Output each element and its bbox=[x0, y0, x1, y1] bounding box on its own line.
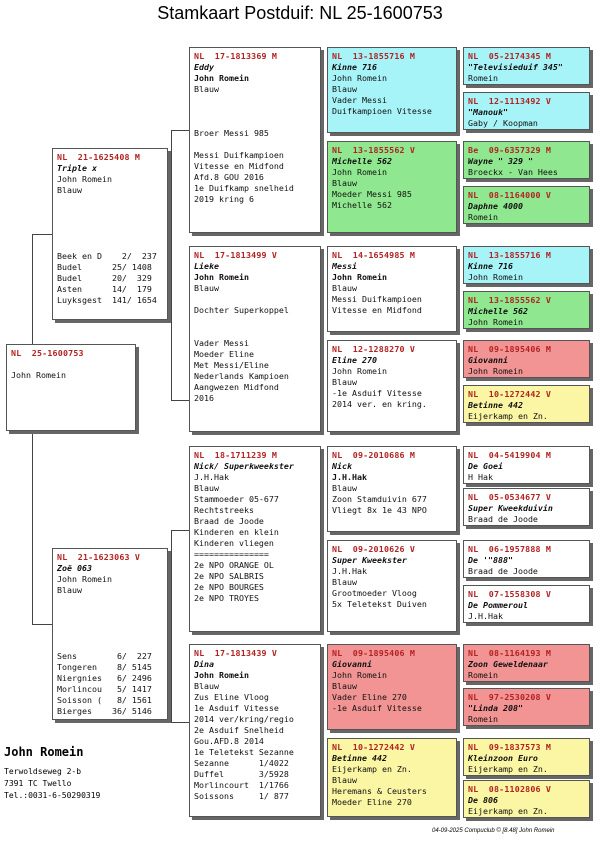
card-line bbox=[194, 117, 316, 128]
card-line bbox=[194, 139, 316, 150]
card-line: Blauw bbox=[194, 681, 219, 691]
owner-address-line2: 7391 TC Twello bbox=[4, 779, 72, 788]
card-line: 2e NPO TROYES bbox=[194, 593, 259, 603]
pedigree-card-subject[interactable] bbox=[6, 344, 136, 431]
pigeon-name: Lieke bbox=[194, 261, 219, 271]
ring-number: NL 17-1813499 V bbox=[194, 250, 278, 260]
card-line: H Hak bbox=[468, 472, 493, 482]
card-line: Asten 14/ 179 bbox=[57, 284, 152, 294]
card-line: Aangwezen Midfond bbox=[194, 382, 279, 392]
pigeon-name: Wayne " 329 " bbox=[468, 156, 533, 166]
card-line: Afd.8 GOU 2016 bbox=[194, 172, 264, 182]
card-line: Blauw bbox=[332, 84, 357, 94]
ring-number: NL 10-1272442 V bbox=[468, 389, 552, 399]
connector-line bbox=[171, 130, 189, 131]
ring-number: NL 05-0534677 V bbox=[468, 492, 552, 502]
card-line: 2e Asduif Snelheid bbox=[194, 725, 284, 735]
card-line: Blauw bbox=[194, 283, 219, 293]
card-line: Gou.AFD.8 2014 bbox=[194, 736, 264, 746]
card-line: Blauw bbox=[332, 775, 357, 785]
ring-number: NL 97-2530208 V bbox=[468, 692, 552, 702]
pedigree-card-g2[interactable] bbox=[463, 92, 590, 130]
ring-number: NL 08-1164000 V bbox=[468, 190, 552, 200]
pedigree-card-mf[interactable] bbox=[189, 446, 321, 632]
card-line: Vader Eline 270 bbox=[332, 692, 407, 702]
card-line: Niergnies 6/ 2496 bbox=[57, 673, 152, 683]
pedigree-card-fmf[interactable] bbox=[327, 246, 457, 332]
pedigree-card-mmm[interactable] bbox=[327, 738, 457, 817]
card-line: John Romein bbox=[332, 272, 387, 282]
ring-number: NL 10-1272442 V bbox=[332, 742, 416, 752]
connector-line bbox=[171, 722, 189, 723]
pigeon-name: Betinne 442 bbox=[468, 400, 523, 410]
pigeon-name: Zoon Geweldenaar bbox=[468, 659, 548, 669]
page-title: Stamkaart Postduif: NL 25-1600753 bbox=[157, 3, 443, 23]
pigeon-name: Dina bbox=[194, 659, 214, 669]
card-line bbox=[57, 207, 163, 218]
card-line: Budel 25/ 1408 bbox=[57, 262, 152, 272]
card-line: John Romein bbox=[332, 73, 387, 83]
ring-number: NL 08-1164193 M bbox=[468, 648, 552, 658]
card-line: J.H.Hak bbox=[332, 472, 367, 482]
ring-number: Be 09-6357329 M bbox=[468, 145, 552, 155]
card-line: Dochter Superkoppel bbox=[194, 305, 289, 315]
pigeon-name: De 806 bbox=[468, 795, 498, 805]
ring-number: NL 13-1855562 V bbox=[468, 295, 552, 305]
pigeon-name: "Manouk" bbox=[468, 107, 508, 117]
ring-number: NL 13-1855716 M bbox=[332, 51, 416, 61]
card-line bbox=[57, 218, 163, 229]
ring-number: NL 12-1288270 V bbox=[332, 344, 416, 354]
card-line: Broeckx - Van Hees bbox=[468, 167, 558, 177]
card-line: Soissons 1/ 877 bbox=[194, 791, 289, 801]
pedigree-card-g1[interactable] bbox=[463, 47, 590, 85]
ring-number: NL 09-1837573 M bbox=[468, 742, 552, 752]
card-line: Kinderen vliegen bbox=[194, 538, 274, 548]
pigeon-name: "Linda 208" bbox=[468, 703, 523, 713]
pigeon-name: Nick/ Superkweekster bbox=[194, 461, 294, 471]
card-line bbox=[57, 229, 163, 240]
pedigree-card-mmf[interactable] bbox=[327, 644, 457, 730]
ring-number: NL 07-1558308 V bbox=[468, 589, 552, 599]
connector-line bbox=[32, 234, 52, 235]
owner-address-line1: Terwoldseweg 2-b bbox=[4, 767, 82, 776]
card-line: John Romein bbox=[468, 366, 523, 376]
card-line: Gaby / Koopman bbox=[468, 118, 538, 128]
pedigree-card-mfm[interactable] bbox=[327, 540, 457, 632]
pigeon-name: De '"888" bbox=[468, 555, 513, 565]
card-line bbox=[57, 607, 163, 618]
ring-number: NL 18-1711239 M bbox=[194, 450, 278, 460]
ring-number: NL 05-2174345 M bbox=[468, 51, 552, 61]
card-line bbox=[57, 240, 163, 251]
pedigree-card-g15[interactable] bbox=[463, 738, 590, 776]
pigeon-name: Michelle 562 bbox=[332, 156, 392, 166]
pedigree-card-g6[interactable] bbox=[463, 291, 590, 329]
pedigree-card-g3[interactable] bbox=[463, 141, 590, 179]
card-line: Vader Messi bbox=[194, 338, 249, 348]
card-line: Sens 6/ 227 bbox=[57, 651, 152, 661]
pigeon-name: Giovanni bbox=[332, 659, 372, 669]
card-line: Beek en D 2/ 237 bbox=[57, 251, 157, 261]
connector-line bbox=[32, 624, 52, 625]
card-line: Blauw bbox=[57, 585, 82, 595]
card-line: Luyksgest 141/ 1654 bbox=[57, 295, 157, 305]
card-line: J.H.Hak bbox=[194, 472, 229, 482]
card-line: -1e Asduif Vitesse bbox=[332, 388, 422, 398]
card-line bbox=[194, 327, 316, 338]
pedigree-card-g11[interactable] bbox=[463, 540, 590, 578]
card-line: John Romein bbox=[332, 670, 387, 680]
card-line: Bierges 36/ 5146 bbox=[57, 706, 152, 716]
card-line: Broer Messi 985 bbox=[194, 128, 269, 138]
pigeon-name: Messi bbox=[332, 261, 357, 271]
card-line: Zus Eline Vloog bbox=[194, 692, 269, 702]
card-line: John Romein bbox=[332, 167, 387, 177]
pigeon-name: De Pommeroul bbox=[468, 600, 528, 610]
pigeon-name: De Goei bbox=[468, 461, 503, 471]
card-line: John Romein bbox=[194, 670, 249, 680]
card-line: 2e NPO BOURGES bbox=[194, 582, 264, 592]
pigeon-name: Super Kweekduivin bbox=[468, 503, 553, 513]
pedigree-card-fff[interactable] bbox=[327, 47, 457, 133]
card-line bbox=[194, 294, 316, 305]
card-line: Eijerkamp en Zn. bbox=[332, 764, 412, 774]
card-line: Morlincourt 1/1766 bbox=[194, 780, 289, 790]
ring-number: NL 04-5419904 M bbox=[468, 450, 552, 460]
card-line: Eijerkamp en Zn. bbox=[468, 764, 548, 774]
pedigree-card-g13[interactable] bbox=[463, 644, 590, 682]
card-line bbox=[194, 106, 316, 117]
card-line bbox=[57, 629, 163, 640]
card-line: Braad de Joode bbox=[194, 516, 264, 526]
card-line: 2014 ver/kring/regio bbox=[194, 714, 294, 724]
pigeon-name: Triple x bbox=[57, 163, 97, 173]
card-line bbox=[57, 618, 163, 629]
card-line: Vitesse en Midfond bbox=[194, 161, 284, 171]
pigeon-name: Eline 270 bbox=[332, 355, 377, 365]
pedigree-card-mff[interactable] bbox=[327, 446, 457, 532]
card-line: Met Messi/Eline bbox=[194, 360, 269, 370]
pedigree-card-g4[interactable] bbox=[463, 186, 590, 224]
card-line: Romein bbox=[468, 714, 498, 724]
card-line: Duffel 3/5928 bbox=[194, 769, 289, 779]
pedigree-card-mm[interactable] bbox=[189, 644, 321, 817]
owner-name: John Romein bbox=[4, 745, 84, 759]
card-line: John Romein bbox=[57, 174, 112, 184]
card-line: 1e Duifkamp snelheid bbox=[194, 183, 294, 193]
pedigree-card-ff[interactable] bbox=[189, 47, 321, 233]
card-line: Grootmoeder Vloog bbox=[332, 588, 417, 598]
card-line: John Romein bbox=[194, 272, 249, 282]
ring-number: NL 25-1600753 bbox=[11, 348, 84, 358]
card-line: 2e NPO SALBRIS bbox=[194, 571, 264, 581]
card-line: Braad de Joode bbox=[468, 514, 538, 524]
card-line: J.H.Hak bbox=[468, 611, 503, 621]
ring-number: NL 13-1855716 M bbox=[468, 250, 552, 260]
ring-number: NL 09-2010686 M bbox=[332, 450, 416, 460]
pedigree-card-fm[interactable] bbox=[189, 246, 321, 432]
card-line: 1e Asduif Vitesse bbox=[194, 703, 279, 713]
card-line: Tongeren 8/ 5145 bbox=[57, 662, 152, 672]
connector-line bbox=[32, 430, 33, 624]
card-line: John Romein bbox=[468, 272, 523, 282]
card-line: John Romein bbox=[468, 317, 523, 327]
pedigree-card-g12[interactable] bbox=[463, 585, 590, 623]
pedigree-card-g7[interactable] bbox=[463, 340, 590, 378]
pigeon-name: Nick bbox=[332, 461, 352, 471]
ring-number: NL 08-1102806 V bbox=[468, 784, 552, 794]
card-line: Kinderen en klein bbox=[194, 527, 279, 537]
card-line: John Romein bbox=[11, 370, 66, 380]
ring-number: NL 06-1957888 M bbox=[468, 544, 552, 554]
pigeon-name: Super Kweekster bbox=[332, 555, 407, 565]
card-line: Sezanne 1/4022 bbox=[194, 758, 289, 768]
ring-number: NL 09-2010626 V bbox=[332, 544, 416, 554]
pigeon-name: "Televisieduif 345" bbox=[468, 62, 563, 72]
card-line bbox=[57, 640, 163, 651]
pigeon-name: Eddy bbox=[194, 62, 214, 72]
card-line: 2014 ver. en kring. bbox=[332, 399, 427, 409]
card-line: Messi Duifkampioen bbox=[332, 294, 422, 304]
card-line: J.H.Hak bbox=[332, 566, 367, 576]
pedigree-card-g8[interactable] bbox=[463, 385, 590, 423]
card-line: =============== bbox=[194, 549, 269, 559]
card-line: Blauw bbox=[332, 483, 357, 493]
card-line bbox=[57, 196, 163, 207]
pedigree-card-ffm[interactable] bbox=[327, 141, 457, 233]
pigeon-name: Kleinzoon Euro bbox=[468, 753, 538, 763]
card-line: Nederlands Kampioen bbox=[194, 371, 289, 381]
card-line: Blauw bbox=[332, 283, 357, 293]
ring-number: NL 21-1623063 V bbox=[57, 552, 141, 562]
pedigree-card-g16[interactable] bbox=[463, 780, 590, 818]
pigeon-name: Giovanni bbox=[468, 355, 508, 365]
card-line: Moeder Eline bbox=[194, 349, 254, 359]
owner-phone: Tel.:0031-6-50290319 bbox=[4, 791, 101, 800]
card-line bbox=[194, 316, 316, 327]
card-line: Heremans & Ceusters bbox=[332, 786, 427, 796]
ring-number: NL 17-1813439 V bbox=[194, 648, 278, 658]
pedigree-card-fmm[interactable] bbox=[327, 340, 457, 432]
card-line: Budel 20/ 329 bbox=[57, 273, 152, 283]
card-line: Stammoeder 05-677 bbox=[194, 494, 279, 504]
card-line: Romein bbox=[468, 670, 498, 680]
pigeon-name: Michelle 562 bbox=[468, 306, 528, 316]
card-line: Vitesse en Midfond bbox=[332, 305, 422, 315]
connector-line bbox=[171, 530, 189, 531]
ring-number: NL 09-1895406 M bbox=[468, 344, 552, 354]
pedigree-card-g10[interactable] bbox=[463, 488, 590, 526]
connector-line bbox=[171, 530, 172, 722]
pigeon-name: Daphne 4000 bbox=[468, 201, 523, 211]
card-line: Soisson ( 8/ 1561 bbox=[57, 695, 152, 705]
card-line: Blauw bbox=[57, 185, 82, 195]
card-line bbox=[194, 95, 316, 106]
card-line: -1e Asduif Vitesse bbox=[332, 703, 422, 713]
card-line bbox=[11, 359, 131, 370]
card-line: 5x Teletekst Duiven bbox=[332, 599, 427, 609]
card-line: Braad de Joode bbox=[468, 566, 538, 576]
pedigree-card-g14[interactable] bbox=[463, 688, 590, 726]
card-line: John Romein bbox=[57, 574, 112, 584]
card-line: Blauw bbox=[194, 483, 219, 493]
card-line: John Romein bbox=[194, 73, 249, 83]
pedigree-card-g5[interactable] bbox=[463, 246, 590, 284]
pedigree-card-mother[interactable] bbox=[52, 548, 168, 720]
card-line: Blauw bbox=[332, 681, 357, 691]
card-line: Blauw bbox=[332, 178, 357, 188]
card-line: Romein bbox=[468, 212, 498, 222]
pedigree-card-g9[interactable] bbox=[463, 446, 590, 484]
card-line: Moeder Messi 985 bbox=[332, 189, 412, 199]
card-line: Eijerkamp en Zn. bbox=[468, 411, 548, 421]
pedigree-card-father[interactable] bbox=[52, 148, 168, 320]
ring-number: NL 21-1625408 M bbox=[57, 152, 141, 162]
card-line: 2019 kring 6 bbox=[194, 194, 254, 204]
pigeon-name: Zoë 063 bbox=[57, 563, 92, 573]
card-line: 2e NPO ORANGE OL bbox=[194, 560, 274, 570]
connector-line bbox=[171, 400, 189, 401]
card-line: Blauw bbox=[194, 84, 219, 94]
card-line: John Romein bbox=[332, 366, 387, 376]
card-line: Morlincou 5/ 1417 bbox=[57, 684, 152, 694]
card-line: 1e Teletekst Sezanne bbox=[194, 747, 294, 757]
ring-number: NL 17-1813369 M bbox=[194, 51, 278, 61]
card-line: Vader Messi bbox=[332, 95, 387, 105]
card-line bbox=[57, 596, 163, 607]
ring-number: NL 13-1855562 V bbox=[332, 145, 416, 155]
card-line: Blauw bbox=[332, 377, 357, 387]
card-line: Messi Duifkampioen bbox=[194, 150, 284, 160]
card-line: Eijerkamp en Zn. bbox=[468, 806, 548, 816]
pigeon-name: Kinne 716 bbox=[468, 261, 513, 271]
card-line: Duifkampioen Vitesse bbox=[332, 106, 432, 116]
card-line: Moeder Eline 270 bbox=[332, 797, 412, 807]
ring-number: NL 14-1654985 M bbox=[332, 250, 416, 260]
card-line: Romein bbox=[468, 73, 498, 83]
pigeon-name: Kinne 716 bbox=[332, 62, 377, 72]
card-line: Vliegt 8x 1e 43 NPO bbox=[332, 505, 427, 515]
card-line: Michelle 562 bbox=[332, 200, 392, 210]
footer-credit: 04-09-2025 Compuclub © [8.48] John Romein bbox=[432, 828, 555, 834]
ring-number: NL 09-1895406 M bbox=[332, 648, 416, 658]
connector-line bbox=[32, 234, 33, 344]
card-line: 2016 bbox=[194, 393, 214, 403]
ring-number: NL 12-1113492 V bbox=[468, 96, 552, 106]
card-line: Blauw bbox=[332, 577, 357, 587]
card-line: Rechtstreeks bbox=[194, 505, 254, 515]
card-line: Zoon Stamduivin 677 bbox=[332, 494, 427, 504]
pigeon-name: Betinne 442 bbox=[332, 753, 387, 763]
connector-line bbox=[171, 130, 172, 400]
